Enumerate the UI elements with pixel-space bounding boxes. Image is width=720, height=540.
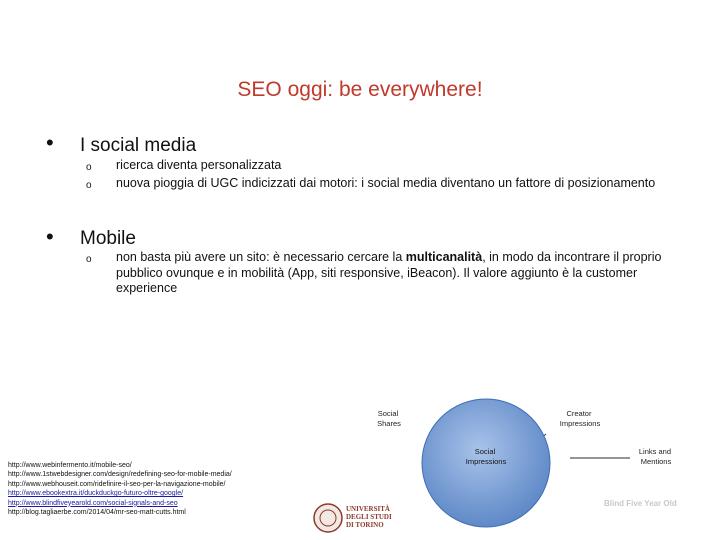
diagram-label-line: Links and: [638, 447, 672, 456]
logo-text-line: DI TORINO: [346, 521, 384, 529]
reference-line: http://blog.tagliaerbe.com/2014/04/mr-seo-matt-cutts.html: [8, 509, 186, 517]
sub-item-text-part: , in modo da incontrare il proprio pubblico ovunque e in mobilità (App, siti responsive, iBeacon). Il valore aggiunto è la customer experience: [116, 250, 662, 295]
diagram-label-line: Shares: [377, 419, 401, 428]
university-logo: [312, 498, 472, 538]
sub-item-text-part: non basta più avere un sito: è necessario cercare la: [116, 250, 406, 264]
diagram-label-line: Impressions: [559, 419, 601, 428]
diagram-label-links-mentions: [639, 447, 673, 466]
sub-marker: o: [86, 180, 92, 191]
reference-link-anchor[interactable]: http://www.blindfiveyearold.com/social-signals-and-seo: [8, 499, 178, 507]
diagram-label-line: Social: [377, 409, 399, 418]
sub-marker: o: [86, 162, 92, 173]
sub-item-text-bold: multicanalità: [405, 250, 483, 264]
diagram-label-line: Creator: [566, 409, 592, 418]
logo-text: [346, 505, 393, 529]
diagram-label-line: Social: [474, 447, 496, 456]
watermark-text: Blind Five Year Old: [604, 499, 677, 508]
reference-link-anchor[interactable]: http://www.ebookextra.it/duckduckgo-futuro-oltre-google/: [8, 490, 184, 498]
references-list: [8, 461, 232, 517]
diagram-label-creator-impressions: [560, 409, 601, 428]
logo-text-line: DEGLI STUDI: [346, 513, 392, 521]
sub-marker: o: [86, 254, 92, 265]
sub-item-text: ricerca diventa personalizzata: [116, 158, 282, 172]
seal-icon: [314, 504, 342, 532]
bullet-heading-social-media: I social media: [80, 135, 197, 156]
reference-link[interactable]: [8, 489, 232, 498]
reference-line: http://www.1stwebdesigner.com/design/redefining-seo-for-mobile-media/: [8, 471, 232, 479]
reference-link[interactable]: [8, 499, 232, 508]
sub-item-text: [116, 250, 676, 297]
logo-text-line: UNIVERSITÀ: [346, 505, 390, 513]
bullet-dot-1: •: [46, 130, 54, 155]
sub-item-text: nuova pioggia di UGC indicizzati dai motori: i social media diventano un fattore di posizionamento: [116, 176, 656, 190]
diagram-label-social-shares: [377, 409, 401, 428]
diagram-label-line: Impressions: [465, 457, 507, 466]
page-title: SEO oggi: be everywhere!: [237, 78, 483, 101]
diagram-label-line: Mentions: [640, 457, 672, 466]
reference-line: http://www.webinfermento.it/mobile-seo/: [8, 462, 132, 469]
bullet-dot-2: •: [46, 224, 54, 249]
bullet-heading-mobile: Mobile: [80, 228, 136, 249]
reference-line: http://www.webhouseit.com/ridefinire-il-seo-per-la-navigazione-mobile/: [8, 480, 226, 488]
